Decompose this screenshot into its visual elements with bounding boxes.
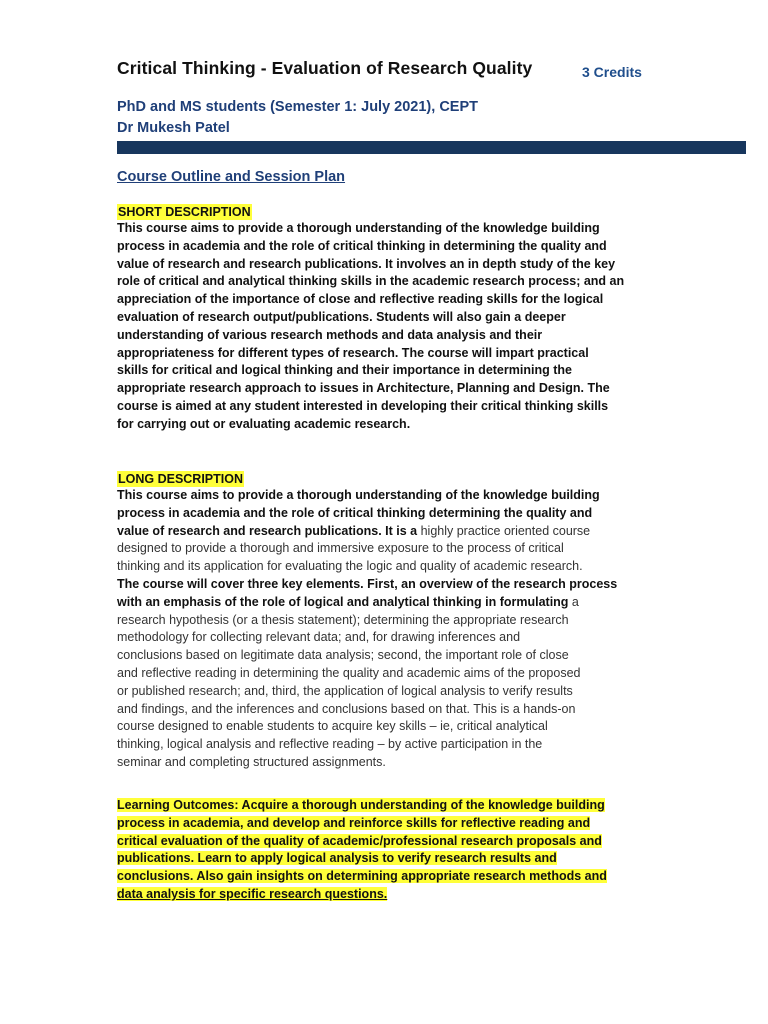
learning-outcomes-body: conclusions. Also gain insights on determining appropriate research methods and (117, 869, 607, 884)
learning-outcomes-line (117, 797, 652, 815)
instructor-name: Dr Mukesh Patel (117, 120, 230, 136)
credits-label: 3 Credits (582, 64, 642, 80)
title-row (117, 58, 657, 79)
long-description-normal: a (571, 594, 579, 609)
long-description-line (117, 718, 657, 736)
long-description-line (117, 647, 657, 665)
long-description-line (117, 523, 657, 541)
short-description-line: course is aimed at any student interested in developing their critical thinking skills (117, 398, 609, 413)
short-description-label: SHORT DESCRIPTION (118, 205, 251, 219)
learning-outcomes-body: critical evaluation of the quality of academic/professional research proposals and (117, 833, 602, 848)
long-description-normal: or published research; and, third, the application of logical analysis to verify results (117, 683, 573, 698)
learning-outcomes-body: data analysis for specific research questions. (117, 886, 388, 901)
long-description-normal: methodology for collecting relevant data; and, for drawing inferences and (117, 630, 521, 645)
long-description-normal: seminar and completing structured assignments. (117, 754, 386, 769)
learning-outcomes-text (117, 797, 652, 904)
short-description-line: role of critical and analytical thinking skills in the academic research process; and an (117, 274, 625, 289)
short-description-line: understanding of various research methods and data analysis and their (117, 327, 543, 342)
long-description-line (117, 558, 657, 576)
long-description-line (117, 487, 657, 505)
learning-outcomes-line (117, 850, 652, 868)
long-description-line (117, 505, 657, 523)
long-description-bold: This course aims to provide a thorough understanding of the knowledge building (117, 488, 600, 502)
short-description-line: value of research and research publications. It involves an in depth study of the key (117, 256, 616, 271)
long-description-normal: thinking and its application for evaluating the logic and quality of academic research. (117, 559, 583, 574)
long-description-line (117, 665, 657, 683)
long-description-line (117, 612, 657, 630)
long-description-line (117, 683, 657, 701)
long-description-text (117, 487, 657, 772)
short-description-line: skills for critical and logical thinking and their importance in determining the (117, 363, 572, 378)
learning-outcomes-line (117, 833, 652, 851)
audience-subtitle: PhD and MS students (Semester 1: July 2021), CEPT (117, 99, 478, 115)
long-description-normal: designed to provide a thorough and immersive exposure to the process of critical (117, 541, 564, 556)
long-description-normal: and reflective reading in determining the quality and academic aims of the proposed (117, 665, 581, 680)
long-description-normal: course designed to enable students to acquire key skills – ie, critical analytical (117, 719, 548, 734)
long-description-bold: value of research and research publications. It is a (117, 523, 421, 538)
learning-outcomes-body: Acquire a thorough understanding of the knowledge building (238, 798, 605, 812)
long-description-normal: highly practice oriented course (420, 523, 591, 538)
section-heading: Course Outline and Session Plan (117, 169, 346, 185)
short-description-line: appreciation of the importance of close and reflective reading skills for the logical (117, 292, 604, 307)
long-description-line (117, 754, 657, 772)
long-description-line (117, 540, 657, 558)
short-description-line: process in academia and the role of critical thinking in determining the quality and (117, 238, 607, 253)
learning-outcomes-body: process in academia, and develop and reinforce skills for reflective reading and (117, 815, 591, 830)
long-description-line (117, 629, 657, 647)
short-description-line: appropriate research approach to issues in Architecture, Planning and Design. The (117, 381, 610, 396)
long-description-line (117, 594, 657, 612)
long-description-line (117, 576, 657, 594)
long-description-line (117, 701, 657, 719)
long-description-normal: thinking, logical analysis and reflective reading – by active participation in the (117, 737, 543, 752)
document-title: Critical Thinking - Evaluation of Research Quality (117, 58, 533, 78)
learning-outcomes-line (117, 868, 652, 886)
long-description-bold: with an emphasis of the role of logical and analytical thinking in formulating (117, 594, 572, 609)
short-description-line: This course aims to provide a thorough understanding of the knowledge building (117, 221, 600, 235)
long-description-label: LONG DESCRIPTION (118, 472, 244, 486)
long-description-normal: research hypothesis (or a thesis statement); determining the appropriate research (117, 612, 569, 627)
long-description-bold: process in academia and the role of critical thinking determining the quality and (117, 505, 593, 520)
long-description-line (117, 736, 657, 754)
long-description-bold: The course will cover three key elements. First, an overview of the research process (117, 576, 618, 591)
short-description-line: appropriateness for different types of research. The course will impart practical (117, 345, 589, 360)
long-description-normal: and findings, and the inferences and conclusions based on that. This is a hands-on (117, 701, 576, 716)
header-divider-bar (117, 141, 746, 154)
short-description-line: for carrying out or evaluating academic research. (117, 416, 411, 431)
learning-outcomes-lead: Learning Outcomes: (117, 798, 239, 812)
long-description-normal: conclusions based on legitimate data analysis; second, the important role of close (117, 648, 569, 663)
learning-outcomes-body: publications. Learn to apply logical analysis to verify research results and (117, 851, 557, 866)
learning-outcomes-line (117, 886, 652, 904)
short-description-line: evaluation of research output/publications. Students will also gain a deeper (117, 309, 566, 324)
short-description-text (117, 220, 657, 434)
learning-outcomes-line (117, 815, 652, 833)
